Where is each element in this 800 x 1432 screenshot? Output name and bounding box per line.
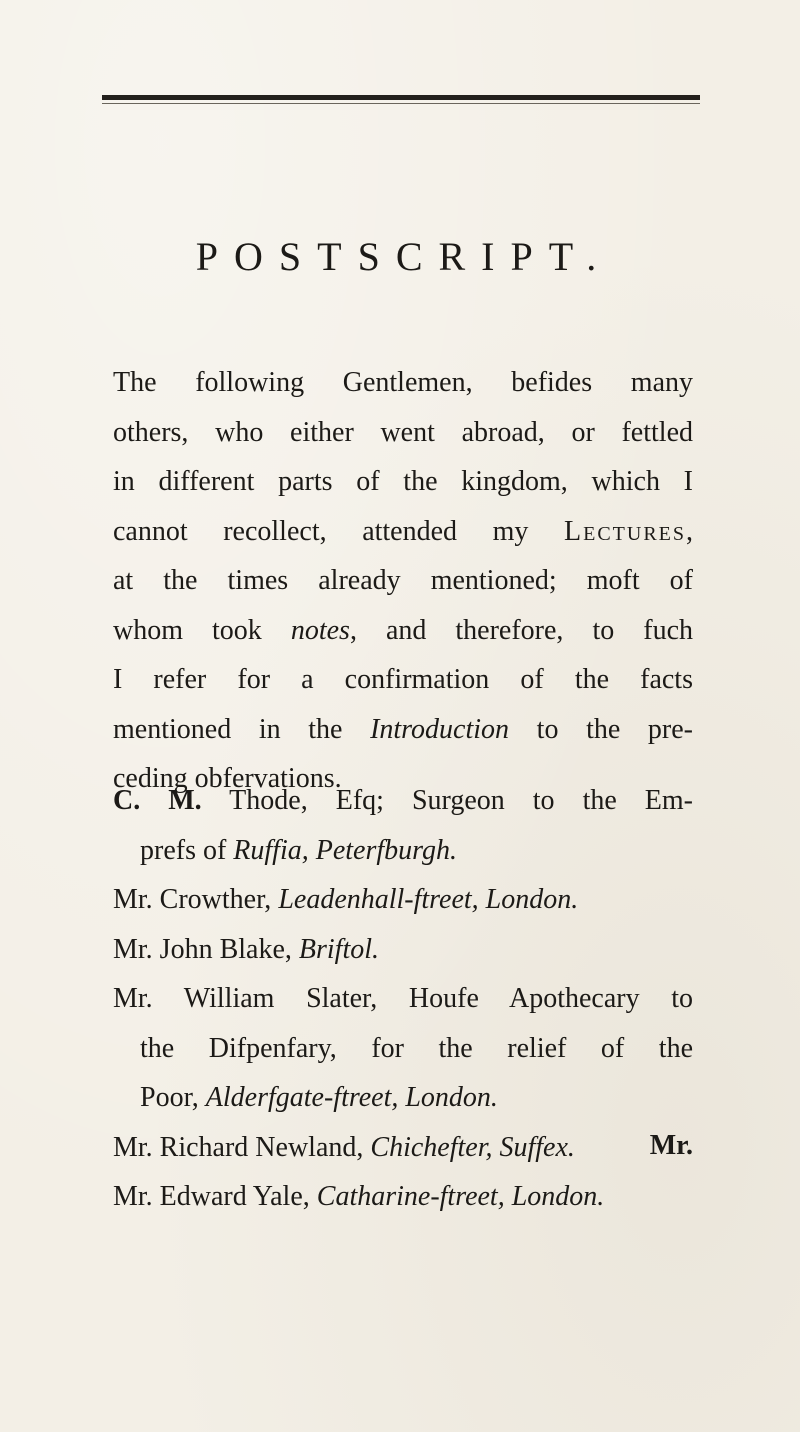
intro-line: I refer for a confirmation of the facts	[113, 664, 693, 695]
entry-line: Mr. John Blake, Briftol.	[113, 933, 380, 965]
entry-line: Poor, Alderfgate-ftreet, London.	[140, 1082, 498, 1113]
page-heading: POSTSCRIPT.	[195, 234, 613, 279]
entry-line: Mr. Richard Newland, Chichefter, Suffex.	[113, 1131, 575, 1163]
notes-word: notes	[290, 614, 350, 646]
intro-line: mentioned in the Introduction to the pre-	[113, 713, 693, 745]
introduction-word: Introduction	[370, 713, 510, 745]
intro-line: cannot recollect, attended my Lectures,	[113, 515, 693, 547]
lectures-word: Lectures	[564, 515, 686, 547]
entry-line: the Difpenfary, for the relief of the	[140, 1032, 693, 1064]
intro-line: at the times already mentioned; moft of	[113, 565, 693, 596]
list-entry	[113, 776, 693, 875]
entry-line: Mr. Crowther, Leadenhall-ftreet, London.	[113, 884, 579, 915]
intro-paragraph	[113, 358, 693, 804]
intro-line: others, who either went abroad, or fettled	[113, 416, 693, 448]
list-entry	[113, 925, 693, 975]
top-rule-thin	[102, 103, 700, 104]
top-rule	[102, 95, 700, 100]
list-entry	[113, 974, 693, 1123]
catchword: Mr.	[649, 1130, 693, 1161]
intro-line: ceding obfervations.	[113, 763, 342, 794]
entry-line: C. M. Thode, Efq; Surgeon to the Em-	[113, 785, 693, 816]
entry-line: prefs of Ruffia, Peterfburgh.	[140, 834, 458, 866]
list-entry	[113, 875, 693, 925]
intro-line: whom took notes, and therefore, to fuch	[113, 614, 694, 646]
entry-line: Mr. Edward Yale, Catharine-ftreet, London.	[113, 1181, 605, 1212]
intro-line: The following Gentlemen, befides many	[113, 367, 693, 398]
intro-line: in different parts of the kingdom, which I	[113, 466, 693, 497]
list-entry	[113, 1172, 693, 1222]
entry-line: Mr. William Slater, Houfe Apothecary to	[113, 983, 693, 1014]
